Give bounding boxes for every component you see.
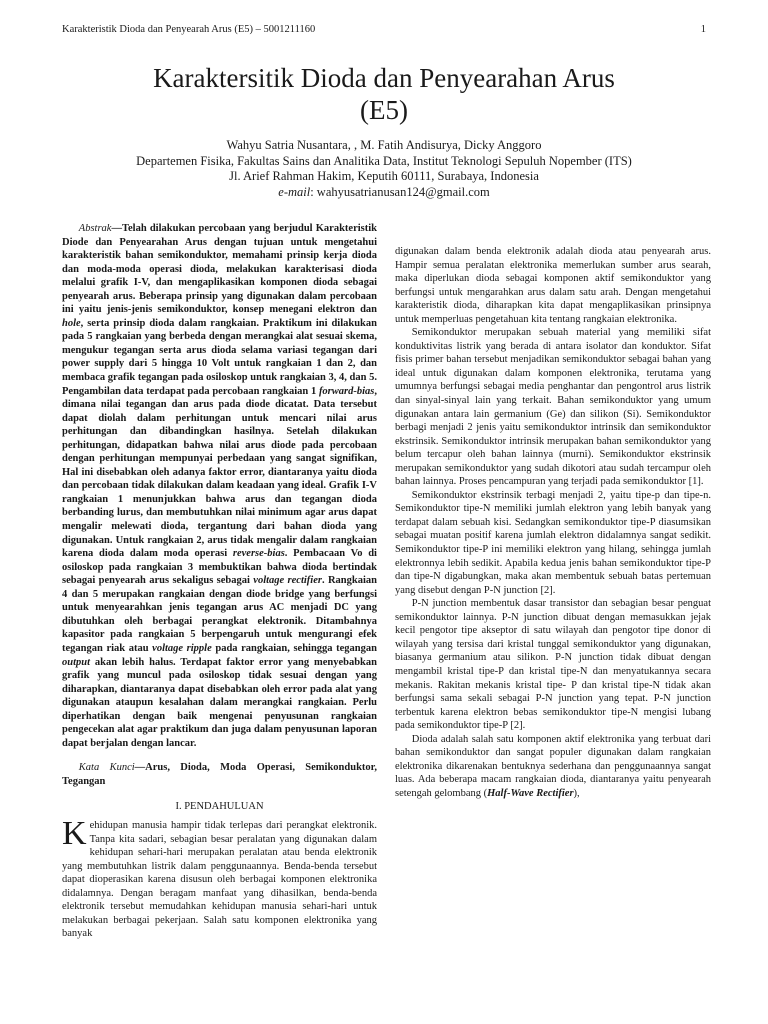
- body-paragraph-5: Dioda adalah salah satu komponen aktif elektronika yang terbuat dari bahan semikonduktor dan sangat populer digunakan dalam rangkaian elektronika dikarenakan bentuknya sederhana dan penggunaannya sangat luas. Ada beberapa macam rangkaian dioda, diantaranya yaitu penyearah setengah gelombang (Half-Wave Rectifier),: [395, 733, 711, 799]
- author-affiliation: Departemen Fisika, Fakultas Sains dan Analitika Data, Institut Teknologi Sepuluh Nopember (ITS): [136, 153, 632, 168]
- author-block: [62, 138, 706, 200]
- right-column: [395, 245, 711, 800]
- running-title: Karakteristik Dioda dan Penyearah Arus (E5) – 5001211160: [62, 24, 316, 35]
- section-heading-introduction: I. PENDAHULUAN: [175, 801, 264, 813]
- email-label: e-mail: [278, 184, 311, 199]
- running-header: [62, 24, 706, 35]
- body-paragraph-2: Semikonduktor merupakan sebuah material yang memiliki sifat konduktivitas listrik yang berada di antara isolator dan konduktor. Sifat fisis primer bahan tersebut menjadikan semikonduktor sebagai bahan yang ideal untuk digunakan dalam komponen elektronika, terutama yang umumnya berfungsi sebagai media penghantar dan pengontrol arus listrik dan sinyal-sinyal lain yang terkait. Bahan semikonduktor yang umum digunakan antara lain germanium (Ge) dan silikon (Si). Semikonduktor berbagi menjadi 2 jenis yaitu semikonduktor intrinsik dan semikonduktor ekstrinsik. Semikonduktor intrinsik merupakan bahan semikonduktor yang belum tercapur oleh bahan lainnya (murni). Semikonduktor ekstrinsik merupakan semikonduktor yang sudah dikotori atau sudah tercampur oleh bahan lainnya. Proses pencampuran yang terjadi pada semikonduktor [1].: [395, 327, 711, 488]
- body-paragraph-1: digunakan dalam benda elektronik adalah dioda atau penyearah arus. Hampir semua peralatan elektronika memerlukan sumber arus searah, maka diperlukan dioda sebagai komponen aktif semikonduktor yang berfungsi untuk mengarahkan arus dalam satu arah. Dengan mengetahui karakteristik dioda, diharapkan kita dapat mengaplikasikan prinsipnya untuk memperluas pengetahuan kita tentang rangkaian elektronika.: [395, 246, 711, 325]
- author-address: Jl. Arief Rahman Hakim, Keputih 60111, Surabaya, Indonesia: [229, 169, 539, 184]
- paper-title: [62, 62, 706, 126]
- keywords-label: Kata Kunci: [78, 762, 135, 774]
- abstract-label: Abstrak: [78, 223, 112, 234]
- left-column: [62, 222, 377, 941]
- body-paragraph-4: P-N junction membentuk dasar transistor dan sebagian besar penguat semikonduktor lainnya. P-N junction dibuat dengan memasukkan jejak kecil pengotor tipe akseptor di satu wilayah dan pengotor tipe donor di wilayah yang tersisa dari kristal tunggal semikonduktor yang digunakan, biasanya germanium atau silikon. P-N junction tidak dibuat dengan mengambil kristal tipe-P dan kristal tipe-N dan menyatukannya secara mekanis. Rakitan mekanis kristal tipe- P dan kristal tipe-N tidak akan berfungsi sama sekali sebagai P-N junction yang tepat. P-N junction terbentuk karena elektron bebas semikonduktor tipe-N mengisi lubang pada semikonduktor tipe-P [2].: [395, 598, 711, 732]
- body-paragraph-3: Semikonduktor ekstrinsik terbagi menjadi 2, yaitu tipe-p dan tipe-n. Semikonduktor tipe-N memiliki jumlah elektron yang lebih banyak yang terdapat dalam sebuah kisi. Sedangkan semikonduktor tipe-P diasumsikan sebagai muatan positif karena jumlah elektron didalamnya sangat sedikit. Semikonduktor tipe-P ini memiliki elektron yang hilang, sehingga jumlah elektronnya lebih sedikit. Apabila kedua jenis bahan semikonduktor tipe-P dan tipe-N digabungkan, maka akan membentuk sebuah batas pertemuan yang disebut dengan P-N junction [2].: [395, 489, 711, 596]
- author-email: : wahyusatrianusan124@gmail.com: [310, 184, 490, 199]
- intro-paragraph: ehidupan manusia hampir tidak terlepas dari perangkat elektronik. Tanpa kita sadari, sebagian besar peralatan yang digunakan dalam kehidupan sehari-hari merupakan peralatan atau benda elektronik yang membutuhkan listrik dalam penggunaannya. Benda-benda tersebut dapat dioperasikan karena disusun oleh berbagai komponen elektronika didalamnya. Dengan beragam manfaat yang dihasilkan, benda-benda elektronik tersebut memudahkan kehidupan manusia sehari-hari untuk melakukan berbagai pekerjaan. Salah satu komponen elektronika yang banyak: [62, 819, 377, 940]
- keywords: Kata Kunci—Arus, Dioda, Moda Operasi, Semikonduktor, Tegangan: [62, 762, 377, 787]
- page-number: 1: [700, 24, 706, 35]
- author-names: Wahyu Satria Nusantara, , M. Fatih Andisurya, Dicky Anggoro: [226, 138, 542, 152]
- paper-title-line1: Karaktersitik Dioda dan Penyearahan Arus: [153, 63, 615, 93]
- author-email-line: [62, 185, 706, 201]
- introduction-body: [62, 814, 377, 941]
- dropcap: K: [62, 814, 87, 852]
- paper-title-line2: (E5): [360, 95, 408, 125]
- abstract: Abstrak—Telah dilakukan percobaan yang berjudul Karakteristik Diode dan Penyearahan Arus dengan tujuan untuk mengetahui karakteristik bahan semikonduktor, memahami prinsip kerja dioda dan moda-moda operasi dioda, melakukan karakterisasi dioda melalui grafik I-V, dan mengaplikasikan komponen dioda sebagai penyearah arus. Beberapa prinsip yang digunakan dalam percobaan ini yaitu jenis-jenis semikonduktor, konsep menegani elektron dan hole, serta prinsip dioda dalam rangkaian. Praktikum ini dilakukan pada 5 rangkaian yang berbeda dengan merangkai alat sesuai skema, mengukur tegangan serta arus dioda selama variasi tegangan dari power supply dari 5 hingga 10 Volt untuk rangkaian 1 dan 2, dan membaca grafik tegangan pada osiloskop untuk rangkaian 3, 4, dan 5. Pengambilan data terdapat pada percobaan rangkaian 1 forward-bias, dimana nilai tegangan dan arus pada diode dicatat. Data tersebut dapat diolah dalam perhitungan untuk mencari nilai arus perhitungan dan dibandingkan hasilnya. Setelah dilakukan perhitungan, didapatkan bahwa nilai arus diode pada percobaan dengan perhitungan mempunyai perbedaan yang sangat signifikan, Hal ini disebabkan oleh adanya faktor error, diantaranya yaitu dioda dan percobaan tidak dilakukan dalam keadaan yang ideal. Grafik I-V rangkaian 1 menunjukkan bahwa arus dan tegangan dioda berbanding lurus, dan membutuhkan nilai minimum agar arus dapat mengalir melewati dioda, tergantung dari bahan dioda yang digunakan. Untuk rangkaian 2, arus tidak mengalir dalam rangkaian karena dioda dalam moda operasi reverse-bias. Pembacaan Vo di osiloskop pada rangkaian 3 membuktikan bahwa dioda bertindak sebagai penyearah arus sekaligus sebagai voltage rectifier. Rangkaian 4 dan 5 merupakan rangkaian dengan diode bridge yang berfungsi untuk menyearahkan jenis tegangan arus AC menjadi DC yang dibutuhkan oleh berbagai perangkat elektronik. Ditambahnya kapasitor pada rangkaian 5 berpengaruh untuk mengurangi efek tegangan riak atau voltage ripple pada rangkaian, sehingga tegangan output akan lebih halus. Terdapat faktor error yang menyebabkan grafik yang muncul pada osiloskop tidak sesuai dengan yang diharapkan, diantaranya dapat disebabkan oleh error pada alat yang digunakan ataupun kesalahan dalam merangkai rangkaian. Perlu diperhatikan dengan baik mengenai penyusunan rangkaian pengecekan alat agar praktikum dan juga dalam penyusunan laporan dapat berjalan dengan lancar.: [62, 223, 377, 749]
